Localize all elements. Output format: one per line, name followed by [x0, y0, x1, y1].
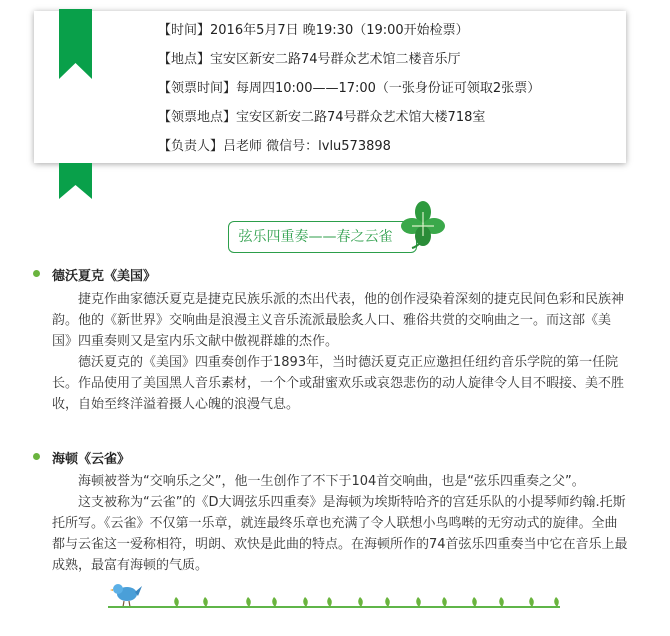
info-time: 【时间】2016年5月7日 晚19:30（19:00开始检票） — [158, 23, 469, 38]
leaf-icon — [414, 596, 424, 608]
section-bullet — [33, 453, 40, 460]
leaf-icon — [301, 596, 311, 608]
leaf-icon — [172, 596, 182, 608]
paragraph: 捷克作曲家德沃夏克是捷克民族乐派的杰出代表，他的创作浸染着深刻的捷克民间色彩和民族神韵。他的《新世界》交响曲是浪漫主义音乐流派最脍炙人口、雅俗共赏的交响曲之一。而这部《美国》四重奏则又是室内乐文献中傲视群雄的杰作。 — [52, 292, 625, 349]
clover-leaf-icon — [400, 199, 446, 249]
leaf-icon — [497, 596, 507, 608]
info-ticket-time: 【领票时间】每周四10:00——17:00（一张身份证可领取2张票） — [158, 81, 541, 96]
leaf-icon — [325, 596, 335, 608]
leaf-icon — [244, 596, 254, 608]
leaf-icon — [440, 596, 450, 608]
paragraph: 德沃夏克的《美国》四重奏创作于1893年，当时德沃夏克正应邀担任纽约音乐学院的第一任院长。作品使用了美国黑人音乐素材，一个个或甜蜜欢乐或哀怨悲伤的动人旋律令人目不暇接、美不胜收，自始至终洋溢着摄人心魄的浪漫气息。 — [52, 355, 625, 412]
section-title: 海顿《云雀》 — [52, 452, 131, 467]
info-ticket-location: 【领票地点】宝安区新安二路74号群众艺术馆大楼718室 — [158, 110, 486, 125]
leaf-icon — [527, 596, 537, 608]
section-bullet — [33, 270, 40, 277]
event-info-lines — [158, 23, 540, 168]
leaf-icon — [270, 596, 280, 608]
leaf-icon — [552, 596, 562, 608]
leaf-icon — [383, 596, 393, 608]
ribbon-bookmark-icon — [59, 163, 92, 199]
paragraph: 海顿被誉为“交响乐之父”，他一生创作了不下于104首交响曲，也是“弦乐四重奏之父”。 — [78, 474, 585, 489]
info-contact: 【负责人】吕老师 微信号：lvlu573898 — [158, 139, 391, 154]
event-info-card — [34, 11, 626, 163]
paragraph: 这支被称为“云雀”的《D大调弦乐四重奏》是海顿为埃斯特哈齐的宫廷乐队的小提琴师约翰.托斯托所写。《云雀》不仅第一乐章，就连最终乐章也充满了令人联想小鸟鸣啭的无穷动式的旋律。全曲都与云雀这一爱称相符，明朗、欢快是此曲的特点。在海顿所作的74首弦乐四重奏当中它在音乐上最成熟，最富有海顿的气质。 — [52, 495, 628, 573]
section-body — [52, 289, 630, 415]
section-title: 德沃夏克《美国》 — [52, 269, 157, 284]
ribbon-bookmark-icon — [59, 9, 92, 79]
section-banner: 弦乐四重奏——春之云雀 — [228, 221, 417, 253]
leaf-icon — [356, 596, 366, 608]
leaf-icon — [201, 596, 211, 608]
bird-icon — [110, 580, 142, 608]
leaf-icon — [470, 596, 480, 608]
section-body — [52, 471, 630, 576]
info-location: 【地点】宝安区新安二路74号群众艺术馆二楼音乐厅 — [158, 52, 461, 67]
